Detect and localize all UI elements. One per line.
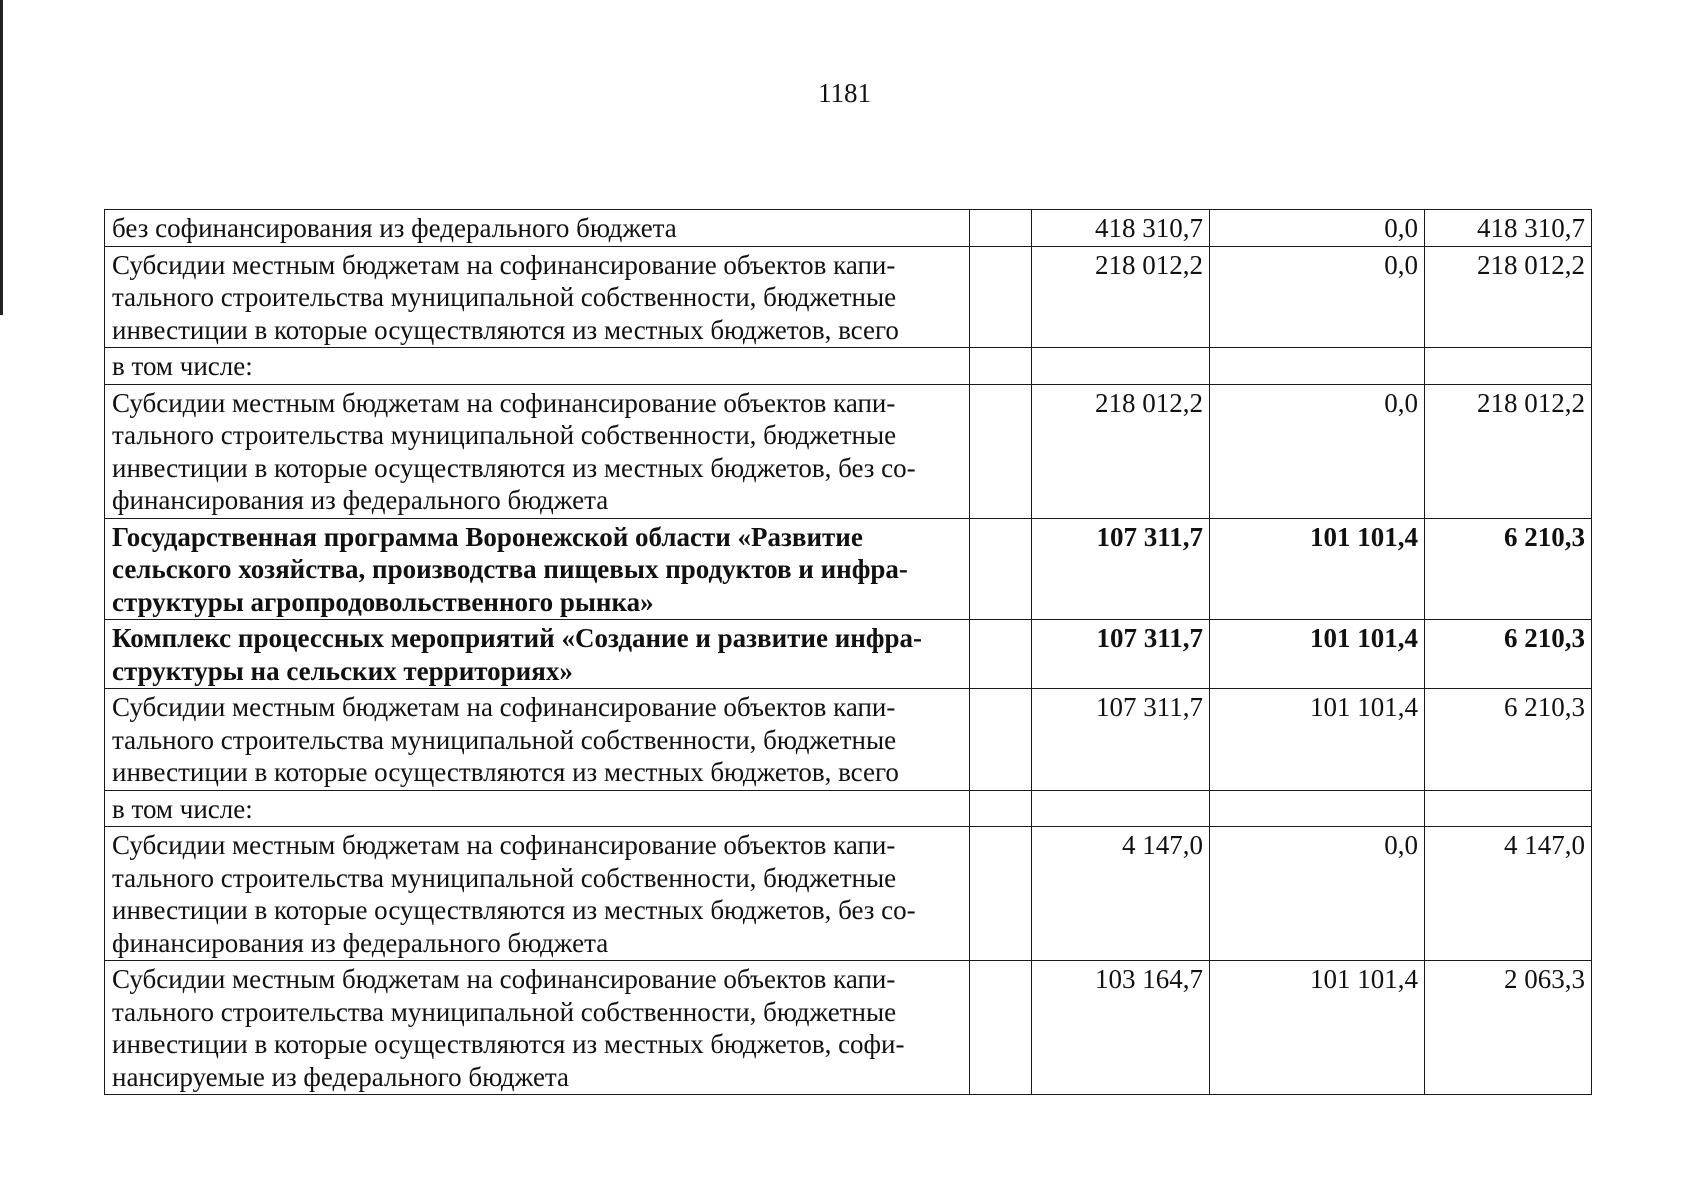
table-row-program [105, 518, 1592, 620]
code-cell [970, 689, 1032, 791]
description-line: Субсидии местным бюджетам на софинансирование объектов капи- [112, 964, 896, 994]
description-line: инвестиции в которые осуществляются из местных бюджетов, софи- [112, 1029, 905, 1059]
scan-edge-line [0, 0, 3, 315]
description-line: инвестиции в которые осуществляются из местных бюджетов, всего [112, 314, 899, 345]
federal-amount [1210, 348, 1425, 385]
table-row [105, 384, 1592, 518]
description-line: в том числе: [112, 793, 253, 824]
federal-amount: 0,0 [1210, 384, 1425, 518]
total-amount [1032, 348, 1210, 385]
description-line: Субсидии местным бюджетам на софинансирование объектов капи- [112, 692, 896, 722]
description-line: финансирования из федерального бюджета [112, 927, 609, 958]
table-row [105, 246, 1592, 348]
code-cell [970, 961, 1032, 1095]
description-line: инвестиции в которые осуществляются из местных бюджетов, без со- [112, 452, 916, 483]
description-line: Комплекс процессных мероприятий «Создание и развитие инфра- [112, 623, 922, 653]
regional-amount: 6 210,3 [1425, 518, 1592, 620]
total-amount: 218 012,2 [1032, 384, 1210, 518]
row-description [105, 689, 970, 791]
code-cell [970, 384, 1032, 518]
total-amount: 107 311,7 [1032, 620, 1210, 689]
total-amount: 107 311,7 [1032, 689, 1210, 791]
table-row [105, 689, 1592, 791]
code-cell [970, 348, 1032, 385]
row-description [105, 384, 970, 518]
description-line: сельского хозяйства, производства пищевых продуктов и инфра- [112, 554, 908, 584]
description-line: структуры агропродовольственного рынка» [112, 586, 654, 617]
regional-amount: 218 012,2 [1425, 384, 1592, 518]
code-cell [970, 620, 1032, 689]
description-line: в том числе: [112, 351, 253, 381]
row-description [105, 348, 970, 385]
code-cell [970, 246, 1032, 348]
table-row [105, 210, 1592, 247]
description-line: тального строительства муниципальной собственности, бюджетные [112, 996, 897, 1027]
code-cell [970, 790, 1032, 827]
regional-amount: 4 147,0 [1425, 827, 1592, 961]
description-line: нансируемые из федерального бюджета [112, 1061, 570, 1092]
code-cell [970, 210, 1032, 247]
description-line: тального строительства муниципальной собственности, бюджетные [112, 420, 897, 450]
regional-amount: 6 210,3 [1425, 620, 1592, 689]
table-row-complex [105, 620, 1592, 689]
total-amount: 103 164,7 [1032, 961, 1210, 1095]
row-description [105, 246, 970, 348]
description-line: Субсидии местным бюджетам на софинансирование объектов капи- [112, 249, 896, 280]
regional-amount: 6 210,3 [1425, 689, 1592, 791]
row-description [105, 620, 970, 689]
description-line: без софинансирования из федерального бюджета [112, 213, 677, 243]
total-amount: 418 310,7 [1032, 210, 1210, 247]
total-amount: 107 311,7 [1032, 518, 1210, 620]
federal-amount [1210, 790, 1425, 827]
regional-amount: 218 012,2 [1425, 246, 1592, 348]
regional-amount: 418 310,7 [1425, 210, 1592, 247]
federal-amount: 101 101,4 [1210, 620, 1425, 689]
total-amount: 218 012,2 [1032, 246, 1210, 348]
code-cell [970, 518, 1032, 620]
row-description [105, 827, 970, 961]
code-cell [970, 827, 1032, 961]
description-line: инвестиции в которые осуществляются из местных бюджетов, всего [112, 757, 899, 787]
description-line: Субсидии местным бюджетам на софинансирование объектов капи- [112, 830, 896, 860]
table-row [105, 348, 1592, 385]
row-description [105, 961, 970, 1095]
description-line: Субсидии местным бюджетам на софинансирование объектов капи- [112, 387, 896, 418]
federal-amount: 101 101,4 [1210, 518, 1425, 620]
description-line: Государственная программа Воронежской области «Развитие [112, 521, 863, 552]
regional-amount: 2 063,3 [1425, 961, 1592, 1095]
table-row [105, 827, 1592, 961]
description-line: тального строительства муниципальной собственности, бюджетные [112, 724, 897, 755]
federal-amount: 101 101,4 [1210, 689, 1425, 791]
description-line: финансирования из федерального бюджета [112, 485, 609, 515]
budget-table [104, 209, 1592, 1095]
description-line: структуры на сельских территориях» [112, 655, 573, 686]
row-description [105, 790, 970, 827]
table-row [105, 961, 1592, 1095]
page-number: 1181 [818, 78, 871, 108]
regional-amount [1425, 348, 1592, 385]
row-description [105, 518, 970, 620]
federal-amount: 101 101,4 [1210, 961, 1425, 1095]
description-line: тального строительства муниципальной собственности, бюджетные [112, 282, 897, 312]
total-amount [1032, 790, 1210, 827]
federal-amount: 0,0 [1210, 210, 1425, 247]
total-amount: 4 147,0 [1032, 827, 1210, 961]
description-line: инвестиции в которые осуществляются из местных бюджетов, без со- [112, 895, 916, 925]
description-line: тального строительства муниципальной собственности, бюджетные [112, 862, 897, 893]
regional-amount [1425, 790, 1592, 827]
federal-amount: 0,0 [1210, 827, 1425, 961]
row-description [105, 210, 970, 247]
federal-amount: 0,0 [1210, 246, 1425, 348]
table-row [105, 790, 1592, 827]
